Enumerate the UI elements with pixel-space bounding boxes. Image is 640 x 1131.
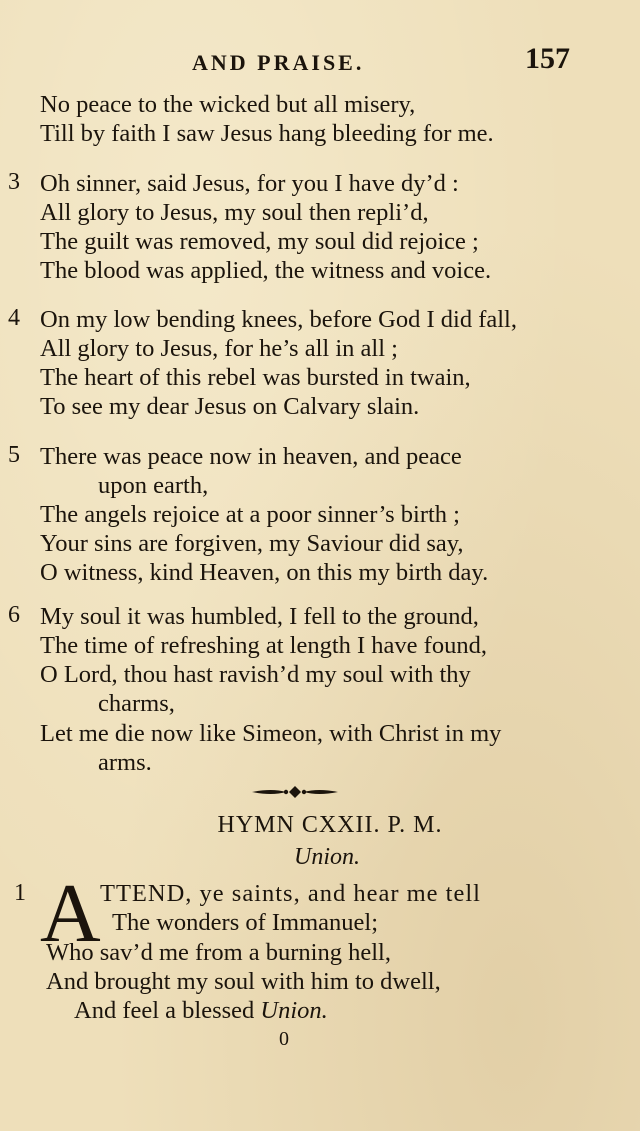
hymn-line: TTEND, ye saints, and hear me tell [100,880,481,907]
hymn-line: The wonders of Immanuel; [112,909,379,936]
verse-line: My soul it was humbled, I fell to the ground, [40,603,479,630]
hymn-line: Who sav’d me from a burning hell, [46,939,391,966]
hymn-subtitle: Union. [294,844,360,870]
running-head [0,42,640,78]
verse-number: 6 [8,602,20,628]
verse-line: The blood was applied, the witness and voice. [40,257,492,284]
verse-line: Till by faith I saw Jesus hang bleeding for me. [40,120,494,147]
verse-line: O witness, kind Heaven, on this my birth day. [40,559,489,586]
verse-number: 3 [8,169,20,195]
verse-line: O Lord, thou hast ravish’d my soul with thy [40,661,471,688]
verse-line: There was peace now in heaven, and peace [40,443,462,470]
verse-line: No peace to the wicked but all misery, [40,91,416,118]
verse-line: All glory to Jesus, my soul then repli’d, [40,199,429,226]
verse-line: upon earth, [98,472,209,499]
verse-line: On my low bending knees, before God I did fall, [40,306,517,333]
verse-line: The guilt was removed, my soul did rejoice ; [40,228,479,255]
verse-number: 5 [8,442,20,468]
verse-line: arms. [98,749,152,776]
verse-line: charms, [98,690,175,717]
verse-line: Your sins are forgiven, my Saviour did say, [40,530,464,557]
verse-line: The angels rejoice at a poor sinner’s birth ; [40,501,460,528]
verse-line: The heart of this rebel was bursted in twain, [40,364,471,391]
hymn-line-final [74,996,328,1025]
verse-line: To see my dear Jesus on Calvary slain. [40,393,420,420]
verse-line: The time of refreshing at length I have found, [40,632,487,659]
hymn-line-text: And feel a blessed [74,997,261,1024]
verse-line: Let me die now like Simeon, with Christ in my [40,720,502,747]
hymn-line: And brought my soul with him to dwell, [46,968,441,995]
verse-number: 4 [8,305,20,331]
drop-cap: A [40,867,101,960]
signature-mark: 0 [279,1028,289,1050]
hymn-line-emphasis: Union. [260,997,328,1024]
hymn-title: HYMN CXXII. P. M. [217,812,443,838]
verse-line: Oh sinner, said Jesus, for you I have dy’d : [40,170,459,197]
verse-number: 1 [14,880,26,906]
running-title: AND PRAISE. [192,50,365,75]
ornament-divider-icon [250,784,340,800]
page-number: 157 [525,42,570,75]
verse-line: All glory to Jesus, for he’s all in all ; [40,335,398,362]
